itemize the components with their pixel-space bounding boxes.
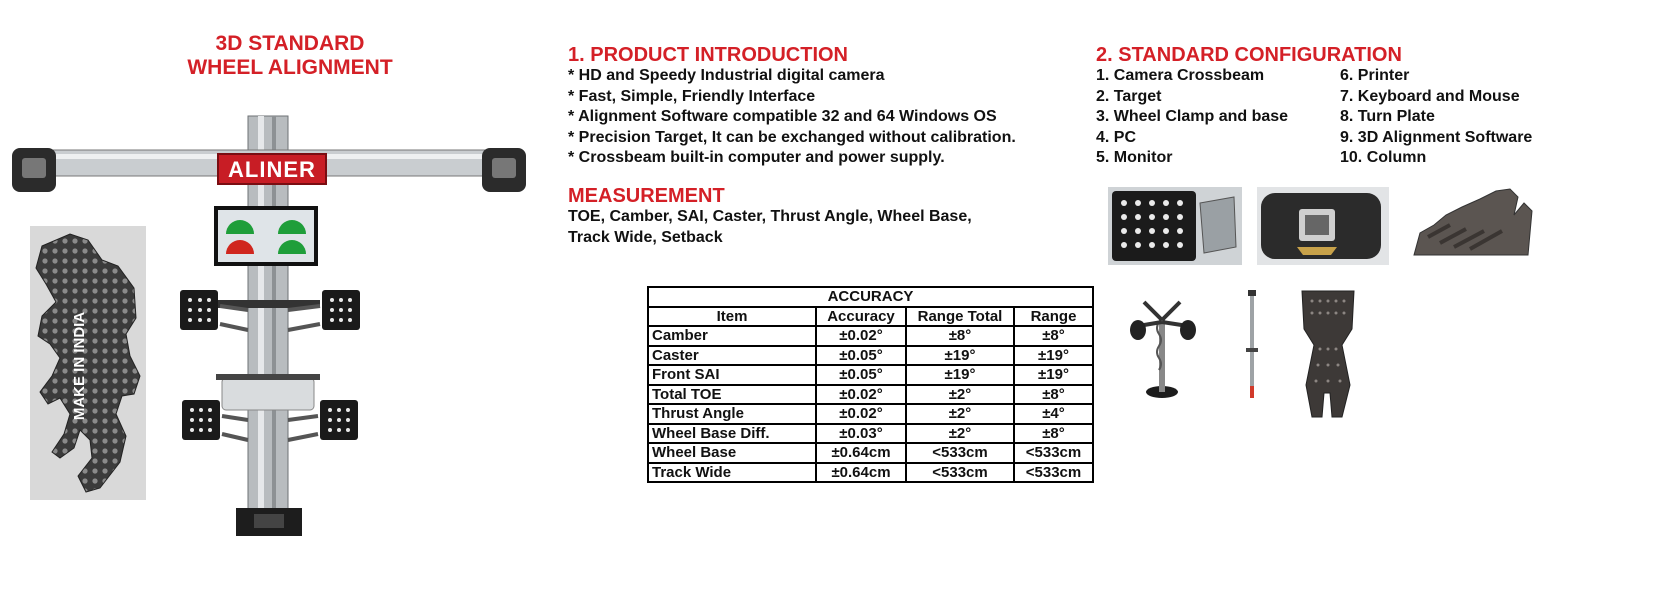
cell-accuracy: ±0.02° [816, 326, 906, 346]
cell-range-total: ±19° [906, 365, 1014, 385]
intro-point: * Crossbeam built-in computer and power supply. [568, 149, 945, 166]
cell-range: ±19° [1014, 346, 1093, 366]
intro-list [568, 66, 1016, 169]
config-item: 6. Printer [1340, 67, 1410, 84]
cell-range-total: ±2° [906, 424, 1014, 444]
cell-range: ±4° [1014, 404, 1093, 424]
steering-holder-photo [1242, 288, 1262, 400]
cell-accuracy: ±0.64cm [816, 463, 906, 483]
table-row [648, 385, 1093, 405]
cell-item: Caster [648, 346, 816, 366]
cell-accuracy: ±0.03° [816, 424, 906, 444]
table-row [648, 326, 1093, 346]
cell-range-total: ±19° [906, 346, 1014, 366]
cell-item: Camber [648, 326, 816, 346]
table-row [648, 463, 1093, 483]
target-stand-photo [1126, 292, 1206, 400]
cell-accuracy: ±0.02° [816, 404, 906, 424]
intro-point: * HD and Speedy Industrial digital camera [568, 67, 885, 84]
cell-range-total: ±8° [906, 326, 1014, 346]
intro-point: * Fast, Simple, Friendly Interface [568, 87, 816, 105]
target-photo [1108, 187, 1242, 265]
page-title [130, 32, 450, 80]
intro-heading: 1. PRODUCT INTRODUCTION [568, 44, 848, 66]
config-list-right [1340, 66, 1532, 169]
table-row [648, 443, 1093, 463]
measurement-list [568, 207, 972, 248]
cell-range: ±8° [1014, 424, 1093, 444]
table-row [648, 404, 1093, 424]
header-range-total: Range Total [906, 307, 1014, 327]
measurement-line: TOE, Camber, SAI, Caster, Thrust Angle, Wheel Base, [568, 208, 972, 225]
camera-pod-photo [1257, 187, 1389, 265]
cell-item: Wheel Base [648, 443, 816, 463]
wheel-chock-photo [1410, 185, 1534, 259]
config-item: 3. Wheel Clamp and base [1096, 108, 1289, 125]
accuracy-caption-row [648, 287, 1093, 307]
config-item: 4. PC [1096, 128, 1137, 146]
config-item: 2. Target [1096, 87, 1162, 105]
header-accuracy: Accuracy [816, 307, 906, 327]
header-item: Item [648, 307, 816, 327]
cell-range-total: <533cm [906, 463, 1014, 483]
cell-accuracy: ±0.05° [816, 346, 906, 366]
accuracy-caption: ACCURACY [648, 287, 1093, 307]
make-in-india-text: MAKE IN INDIA [71, 311, 88, 421]
table-row [648, 424, 1093, 444]
turn-plate-photo [1296, 289, 1360, 419]
cell-item: Total TOE [648, 385, 816, 405]
aliner-logo-text: ALINER [228, 157, 316, 182]
config-item: 9. 3D Alignment Software [1340, 128, 1533, 146]
wheel-aligner-machine-image [10, 110, 535, 540]
cell-range: <533cm [1014, 463, 1093, 483]
title-line-2: WHEEL ALIGNMENT [187, 56, 393, 79]
accuracy-header-row [648, 307, 1093, 327]
config-heading: 2. STANDARD CONFIGURATION [1096, 44, 1402, 66]
config-item: 7. Keyboard and Mouse [1340, 87, 1520, 105]
measurement-line: Track Wide, Setback [568, 228, 723, 246]
cell-accuracy: ±0.64cm [816, 443, 906, 463]
cell-item: Wheel Base Diff. [648, 424, 816, 444]
measurement-heading: MEASUREMENT [568, 185, 725, 207]
cell-item: Track Wide [648, 463, 816, 483]
cell-range: ±19° [1014, 365, 1093, 385]
table-row [648, 346, 1093, 366]
cell-item: Thrust Angle [648, 404, 816, 424]
intro-point: * Alignment Software compatible 32 and 64 Windows OS [568, 108, 997, 125]
cell-range-total: ±2° [906, 404, 1014, 424]
config-item: 1. Camera Crossbeam [1096, 67, 1265, 84]
config-list-left [1096, 66, 1288, 169]
intro-point: * Precision Target, It can be exchanged without calibration. [568, 128, 1016, 146]
cell-accuracy: ±0.05° [816, 365, 906, 385]
cell-accuracy: ±0.02° [816, 385, 906, 405]
table-row [648, 365, 1093, 385]
cell-range: ±8° [1014, 385, 1093, 405]
cell-item: Front SAI [648, 365, 816, 385]
header-range: Range [1014, 307, 1093, 327]
config-item: 8. Turn Plate [1340, 108, 1435, 125]
cell-range: ±8° [1014, 326, 1093, 346]
title-line-1: 3D STANDARD [215, 32, 365, 55]
cell-range-total: ±2° [906, 385, 1014, 405]
cell-range-total: <533cm [906, 443, 1014, 463]
config-item: 5. Monitor [1096, 149, 1173, 166]
accuracy-table [647, 286, 1094, 483]
cell-range: <533cm [1014, 443, 1093, 463]
config-item: 10. Column [1340, 149, 1427, 166]
